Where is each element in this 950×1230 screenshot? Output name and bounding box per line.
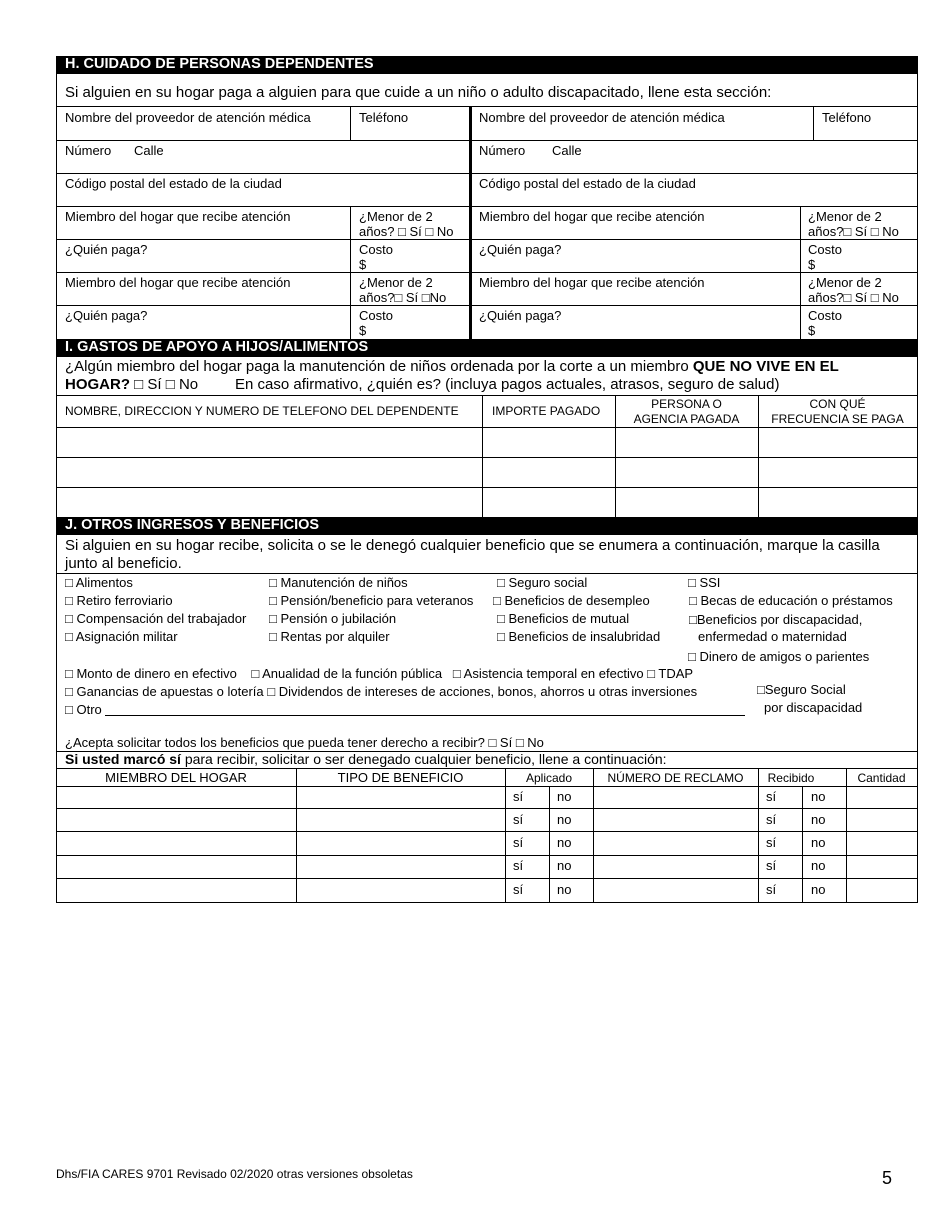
number-field-right[interactable]: Número [479, 143, 526, 158]
th-benefit-type: TIPO DE BENEFICIO [337, 770, 464, 785]
row3-applied-yes[interactable]: sí [513, 835, 524, 850]
provider-name-field-left[interactable]: Nombre del proveedor de atención médica [65, 110, 311, 125]
section-i-question-if-yes: En caso afirmativo, ¿quién es? (incluya pagos actuales, atrasos, seguro de salud) [235, 376, 780, 393]
footer-form-id: Dhs/FIA CARES 9701 Revisado 02/2020 otras versiones obsoletas [56, 1167, 413, 1181]
benefit-rental[interactable]: □ Rentas por alquiler [269, 629, 390, 644]
row4-applied-no[interactable]: no [557, 858, 572, 873]
zip-field-right[interactable]: Código postal del estado de la ciudad [479, 176, 696, 191]
col-frequency-2: FRECUENCIA SE PAGA [771, 412, 904, 426]
other-underline[interactable] [105, 715, 745, 716]
cost-label-right-1: Costo [808, 242, 842, 257]
row3-applied-no[interactable]: no [557, 835, 572, 850]
row5-applied-yes[interactable]: sí [513, 882, 524, 897]
who-pays-field-left-1[interactable]: ¿Quién paga? [65, 242, 148, 257]
col-person-agency-1: PERSONA O [651, 397, 722, 411]
col-dependent-name: NOMBRE, DIRECCION Y NUMERO DE TELEFONO DEL DEPENDENTE [65, 404, 459, 418]
row2-applied-no[interactable]: no [557, 812, 572, 827]
row1-applied-yes[interactable]: sí [513, 789, 524, 804]
section-j-header: J. OTROS INGRESOS Y BENEFICIOS [56, 517, 918, 535]
who-pays-field-right-2[interactable]: ¿Quién paga? [479, 308, 562, 323]
benefit-cash-row[interactable]: □ Monto de dinero en efectivo □ Anualidad de la función pública □ Asistencia temporal en efectivo □ TDAP [65, 666, 694, 681]
th-received: Recibido [767, 771, 815, 785]
row5-applied-no[interactable]: no [557, 882, 572, 897]
if-yes-instruction: Si usted marcó sí para recibir, solicitar o ser denegado cualquier beneficio, llene a continuación: [65, 751, 667, 767]
cost-label-left-2: Costo [359, 308, 393, 323]
cost-field-left-1[interactable]: $ [359, 257, 367, 272]
support-row-3[interactable] [57, 488, 917, 516]
col-amount-paid: IMPORTE PAGADO [492, 404, 601, 418]
row2-received-no[interactable]: no [811, 812, 826, 827]
benefit-friends-money[interactable]: □ Dinero de amigos o parientes [688, 649, 870, 664]
row3-received-yes[interactable]: sí [766, 835, 777, 850]
cost-field-right-1[interactable]: $ [808, 257, 816, 272]
benefit-military[interactable]: □ Asignación militar [65, 629, 178, 644]
under2-label-right-1: ¿Menor de 2 [808, 209, 882, 224]
under2-label-left-1: ¿Menor de 2 [359, 209, 433, 224]
row2-applied-yes[interactable]: sí [513, 812, 524, 827]
benefit-pension[interactable]: □ Pensión o jubilación [269, 611, 397, 626]
benefit-food[interactable]: □ Alimentos [65, 575, 133, 590]
member-field-left-1[interactable]: Miembro del hogar que recibe atención [65, 209, 291, 224]
section-h-header: H. CUIDADO DE PERSONAS DEPENDENTES [56, 56, 918, 74]
section-j-intro-1: Si alguien en su hogar recibe, solicita o se le denegó cualquier beneficio que se enumera a continuación, marque la casilla [65, 537, 880, 554]
cost-label-right-2: Costo [808, 308, 842, 323]
benefit-other[interactable]: □ Otro [65, 702, 102, 717]
under2-checkbox-right-1[interactable]: años?□ Sí □ No [808, 224, 899, 239]
benefit-ss-disability[interactable]: □Seguro Social [757, 682, 846, 697]
row5-received-no[interactable]: no [811, 882, 826, 897]
benefit-disability-line2: enfermedad o maternidad [698, 629, 847, 644]
under2-checkbox-right-2[interactable]: años?□ Sí □ No [808, 290, 899, 305]
row3-received-no[interactable]: no [811, 835, 826, 850]
benefit-ss-disability-line2: por discapacidad [764, 700, 863, 715]
benefit-ssi[interactable]: □ SSI [688, 575, 721, 590]
row2-received-yes[interactable]: sí [766, 812, 777, 827]
who-pays-field-right-1[interactable]: ¿Quién paga? [479, 242, 562, 257]
row5-received-yes[interactable]: sí [766, 882, 777, 897]
benefit-unemployment[interactable]: □ Beneficios de desempleo [493, 593, 650, 608]
accept-benefits-question[interactable]: ¿Acepta solicitar todos los beneficios que pueda tener derecho a recibir? □ Sí □ No [65, 735, 544, 750]
row1-received-no[interactable]: no [811, 789, 826, 804]
provider-name-field-right[interactable]: Nombre del proveedor de atención médica [479, 110, 725, 125]
row4-received-yes[interactable]: sí [766, 858, 777, 873]
section-i-question-line1: ¿Algún miembro del hogar paga la manutención de niños ordenada por la corte a un miembro QUE NO VIVE EN EL [65, 358, 839, 375]
th-claim-number: NÚMERO DE RECLAMO [607, 771, 744, 785]
th-household-member: MIEMBRO DEL HOGAR [105, 770, 247, 785]
col-frequency-1: CON QUÉ [809, 397, 866, 411]
row1-applied-no[interactable]: no [557, 789, 572, 804]
benefit-veterans[interactable]: □ Pensión/beneficio para veteranos [269, 593, 474, 608]
benefit-social-security[interactable]: □ Seguro social [497, 575, 588, 590]
row4-received-no[interactable]: no [811, 858, 826, 873]
street-field-left[interactable]: Calle [134, 143, 164, 158]
page-number: 5 [882, 1168, 893, 1188]
section-i-header: I. GASTOS DE APOYO A HIJOS/ALIMENTOS [56, 339, 918, 357]
cost-label-left-1: Costo [359, 242, 393, 257]
benefit-gambling-row[interactable]: □ Ganancias de apuestas o lotería □ Dividendos de intereses de acciones, bonos, ahorros u otras inversiones [65, 684, 698, 699]
under2-label-left-2: ¿Menor de 2 [359, 275, 433, 290]
cost-field-left-2[interactable]: $ [359, 323, 367, 338]
benefit-child-support[interactable]: □ Manutención de niños [269, 575, 408, 590]
th-applied: Aplicado [525, 771, 573, 785]
row4-applied-yes[interactable]: sí [513, 858, 524, 873]
member-field-left-2[interactable]: Miembro del hogar que recibe atención [65, 275, 291, 290]
col-person-agency-2: AGENCIA PAGADA [633, 412, 740, 426]
under2-checkbox-left-2[interactable]: años?□ Sí □No [359, 290, 447, 305]
zip-field-left[interactable]: Código postal del estado de la ciudad [65, 176, 282, 191]
benefit-workers-comp[interactable]: □ Compensación del trabajador [65, 611, 247, 626]
frame-right [917, 56, 918, 903]
support-row-2[interactable] [57, 458, 917, 486]
benefit-disability[interactable]: □Beneficios por discapacidad, [689, 612, 863, 627]
under2-label-right-2: ¿Menor de 2 [808, 275, 882, 290]
row1-received-yes[interactable]: sí [766, 789, 777, 804]
th-amount: Cantidad [857, 771, 906, 785]
member-field-right-2[interactable]: Miembro del hogar que recibe atención [479, 275, 705, 290]
cost-field-right-2[interactable]: $ [808, 323, 816, 338]
section-i-question-line2[interactable]: HOGAR? □ Sí □ No [65, 376, 199, 393]
section-h-intro: Si alguien en su hogar paga a alguien para que cuide a un niño o adulto discapacitado, llene esta sección: [65, 84, 772, 101]
phone-field-right[interactable]: Teléfono [822, 110, 872, 125]
benefit-mutual[interactable]: □ Beneficios de mutual [497, 611, 630, 626]
street-field-right[interactable]: Calle [552, 143, 582, 158]
benefit-scholarships[interactable]: □ Becas de educación o préstamos [689, 593, 893, 608]
member-field-right-1[interactable]: Miembro del hogar que recibe atención [479, 209, 705, 224]
phone-field-left[interactable]: Teléfono [359, 110, 409, 125]
number-field-left[interactable]: Número [65, 143, 112, 158]
support-row-1[interactable] [57, 428, 917, 456]
section-j-intro-2: junto al beneficio. [65, 555, 182, 572]
who-pays-field-left-2[interactable]: ¿Quién paga? [65, 308, 148, 323]
benefit-railroad[interactable]: □ Retiro ferroviario [65, 593, 173, 608]
under2-checkbox-left-1[interactable]: años? □ Sí □ No [359, 224, 454, 239]
benefit-unhealthiness[interactable]: □ Beneficios de insalubridad [497, 629, 661, 644]
